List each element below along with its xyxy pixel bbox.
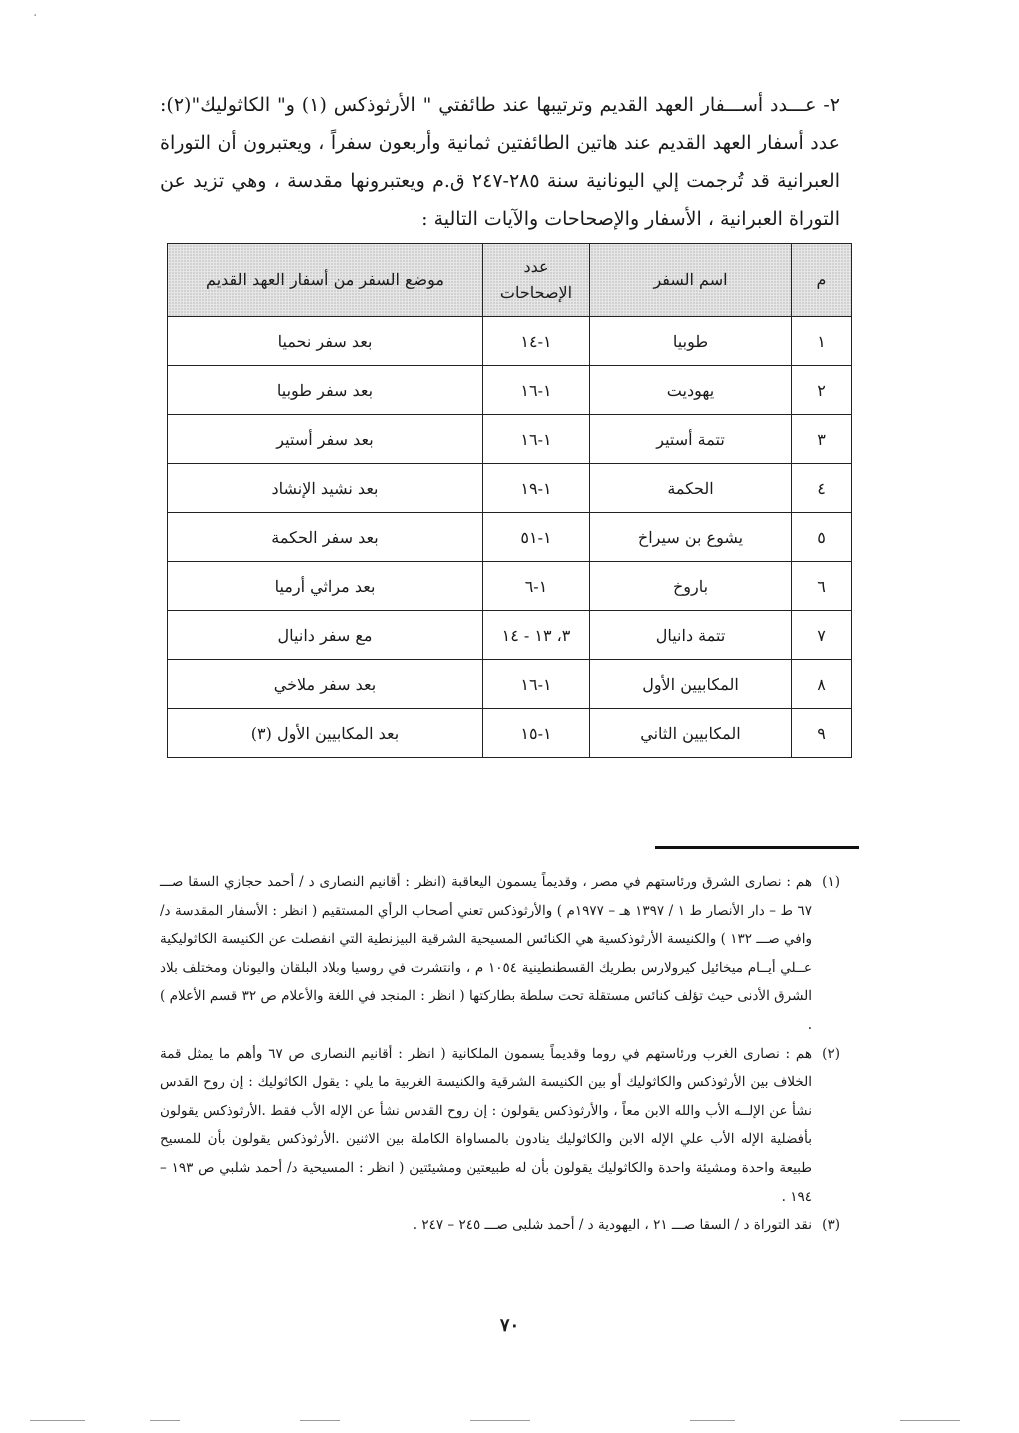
table-row	[168, 660, 852, 709]
chapter-range: ١-٦	[483, 562, 590, 611]
table-row	[168, 366, 852, 415]
footnote-marker: (١)	[822, 874, 840, 890]
bottom-crop-mark	[470, 1420, 530, 1421]
footnote-marker: (٣)	[822, 1217, 840, 1234]
footnote-text: هم : نصارى الشرق ورئاستهم في مصر ، وقديماً يسمون اليعاقبة (انظر : أقانيم النصارى د / أحمد حجازي السقا صـــ ٦٧ ط – دار الأنصار ط ١ / ١٣٩٧ هـ – ١٩٧٧م ) والأرثوذكس تعني أصحاب الرأي المستقيم ( انظر : الأسفار المقدسة د/ وافي صـــ ١٣٢ ) والكنيسة الأرثوذكسية هي الكنائس المسيحية الشرقية البيزنطية التي انفصلت عن الكنيسة الكاثوليكية عــلي أيــام ميخائيل كيرولارس بطريك القسطنطينية ١٠٥٤ م ، وانتشرت في روسيا وبلاد البلقان واليونان ومختلف بلاد الشرق الأدنى حيث تؤلف كنائس مستقلة تحت سلطة بطاركتها ( انظر : المنجد في اللغة والأعلام ص ٣٢ قسم الأعلام ) .	[160, 874, 813, 1033]
deuterocanonical-books-table	[167, 243, 852, 758]
bottom-crop-mark	[900, 1420, 960, 1421]
footnote-2	[160, 1040, 840, 1212]
header-chapter-count-line2: الإصحاحات	[499, 283, 573, 302]
bottom-crop-mark	[300, 1420, 340, 1421]
chapter-range: ٣، ١٣ - ١٤	[483, 611, 590, 660]
bottom-crop-mark	[690, 1420, 735, 1421]
row-number: ٥	[792, 513, 852, 562]
row-number: ٣	[792, 415, 852, 464]
header-chapter-count-line1: عدد	[523, 257, 549, 276]
table-row	[168, 513, 852, 562]
header-number: م	[792, 244, 852, 317]
book-name: تتمة دانيال	[590, 611, 792, 660]
book-name: طوبيا	[590, 317, 792, 366]
chapter-range: ١-١٦	[483, 415, 590, 464]
table-row	[168, 317, 852, 366]
book-position: بعد سفر طوبيا	[168, 366, 483, 415]
chapter-range: ١-١٩	[483, 464, 590, 513]
row-number: ٤	[792, 464, 852, 513]
bottom-crop-mark	[30, 1420, 85, 1421]
table-row	[168, 562, 852, 611]
footnote-3	[160, 1211, 840, 1240]
table-row	[168, 611, 852, 660]
footnote-separator-rule	[655, 846, 859, 849]
table-row	[168, 415, 852, 464]
chapter-range: ١-١٦	[483, 660, 590, 709]
book-position: بعد سفر نحميا	[168, 317, 483, 366]
footnote-text: نقد التوراة د / السقا صـــ ٢١ ، اليهودية د / أحمد شلبى صـــ ٢٤٥ – ٢٤٧ .	[412, 1217, 812, 1234]
book-position: بعد سفر الحكمة	[168, 513, 483, 562]
table-row	[168, 464, 852, 513]
book-position: بعد مراثي أرميا	[168, 562, 483, 611]
book-name: باروخ	[590, 562, 792, 611]
row-number: ٢	[792, 366, 852, 415]
book-position: بعد المكابيين الأول (٣)	[168, 709, 483, 758]
chapter-range: ١-٥١	[483, 513, 590, 562]
book-name: تتمة أستير	[590, 415, 792, 464]
header-book-name: اسم السفر	[590, 244, 792, 317]
book-name: يهوديت	[590, 366, 792, 415]
book-name: المكابيين الثاني	[590, 709, 792, 758]
chapter-range: ١-١٥	[483, 709, 590, 758]
footnote-1	[160, 868, 840, 1040]
footnotes	[160, 868, 840, 1240]
footnote-text: هم : نصارى الغرب ورئاستهم في روما وقديماً يسمون الملكانية ( انظر : أقانيم النصارى ص ٦٧ وأهم ما يمثل قمة الخلاف بين الأرثوذكس والكاثوليك أو بين الكنيسة الشرقية والكنيسة الغربية ما يلي : يقول الكاثوليك : إن روح القدس نشأ عن الإلــه الأب والله الابن معاً ، والأرثوذكس يقولون : إن روح القدس نشأ عن الإله الأب فقط .الأرثوذكس يقولون بأفضلية الإله الأب علي الإله الابن والكاثوليك ينادون بالمساواة الكاملة بين الاثنين .الأرثوذكس يقولون بأن للمسيح طبيعة واحدة ومشيئة واحدة والكاثوليك يقولون بأن له طبيعتين ومشيئتين ( انظر : المسيحية د/ أحمد شلبي ص ١٩٣ – ١٩٤ .	[160, 1045, 813, 1205]
row-number: ٦	[792, 562, 852, 611]
scan-corner-mark: ·	[33, 8, 38, 24]
row-number: ٧	[792, 611, 852, 660]
footnote-marker: (٢)	[822, 1045, 840, 1062]
table-row	[168, 709, 852, 758]
book-name: المكابيين الأول	[590, 660, 792, 709]
row-number: ١	[792, 317, 852, 366]
intro-paragraph: ٢- عـــدد أســـفار العهد القديم وترتيبها عند طائفتي " الأرثوذكس (١) و" الكاثوليك"(٢): عدد أسفار العهد القديم عند هاتين الطائفتين ثمانية وأربعون سفراً ، ويعتبرون أن التوراة العبرانية قد تُرجمت إلي اليونانية سنة ٢٨٥-٢٤٧ ق.م ويعتبرونها مقدسة ، وهي تزيد عن التوراة العبرانية ، الأسفار والإصحاحات والآيات التالية :	[160, 94, 840, 230]
header-book-position: موضع السفر من أسفار العهد القديم	[168, 244, 483, 317]
row-number: ٨	[792, 660, 852, 709]
table-header-row	[168, 244, 852, 317]
row-number: ٩	[792, 709, 852, 758]
book-position: مع سفر دانيال	[168, 611, 483, 660]
book-name: يشوع بن سيراخ	[590, 513, 792, 562]
book-position: بعد نشيد الإنشاد	[168, 464, 483, 513]
bottom-crop-mark	[150, 1420, 180, 1421]
book-position: بعد سفر أستير	[168, 415, 483, 464]
book-name: الحكمة	[590, 464, 792, 513]
book-position: بعد سفر ملاخي	[168, 660, 483, 709]
page-number: ٧٠	[499, 1315, 520, 1336]
chapter-range: ١-١٤	[483, 317, 590, 366]
chapter-range: ١-١٦	[483, 366, 590, 415]
header-chapter-count	[483, 244, 590, 317]
